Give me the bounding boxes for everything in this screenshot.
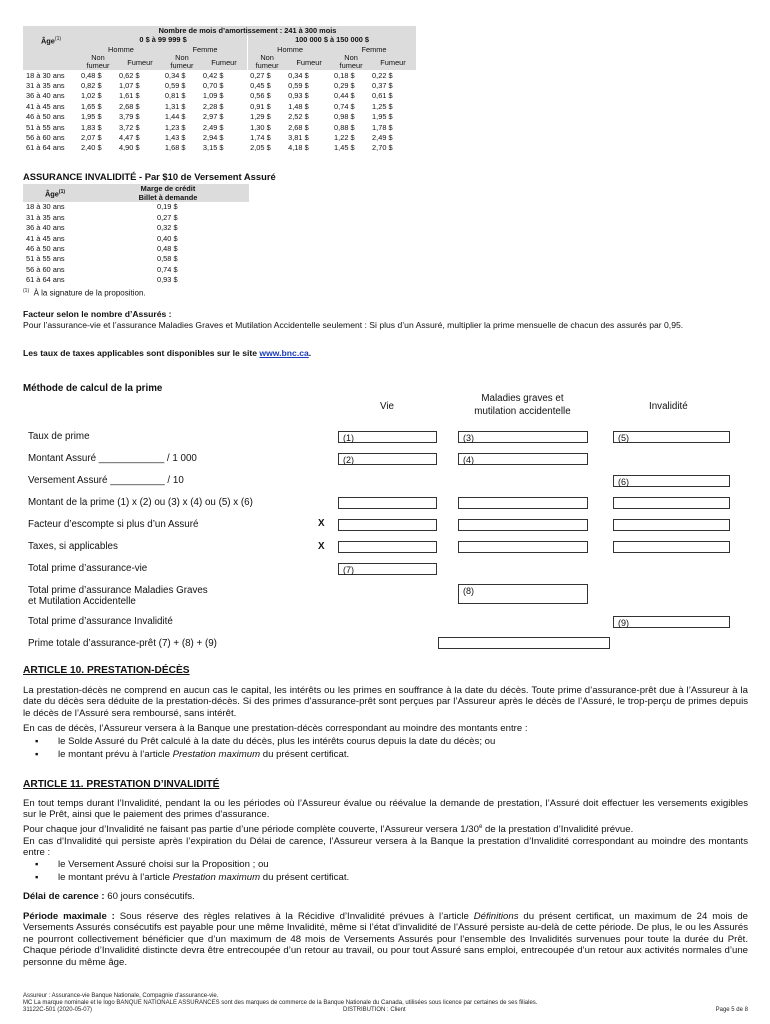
- total-vie-label: Total prime d’assurance-vie: [28, 563, 148, 574]
- rate-cell: 2,49 $: [372, 133, 393, 143]
- footer-line1: Assureur : Assurance-vie Banque Nationale, Compagnie d’assurance-vie.: [23, 993, 219, 999]
- table-row: [23, 91, 416, 101]
- page-number: Page 5 de 8: [715, 1007, 748, 1013]
- rate-cell: 0,37 $: [372, 81, 393, 91]
- box-prime-inv[interactable]: [613, 497, 730, 509]
- homme-header: Homme: [248, 45, 332, 54]
- rate-cell: 2,40 $: [81, 143, 102, 153]
- rate-cell: 4,90 $: [119, 143, 140, 153]
- rate-cell: 0,59 $: [164, 81, 186, 91]
- table-row: [23, 254, 249, 264]
- article11-p1: En tout temps durant l’Invalidité, pendant la ou les périodes où l’Assureur évalue ou réévalue la demande de prestation, l’Assuré doit effectuer les versements exigibles sur le Prêt, ainsi que le paiement des primes d’assurance.: [23, 798, 748, 821]
- age-cell: 56 à 60 ans: [26, 264, 65, 274]
- box-5-taux-inv[interactable]: (5): [613, 431, 730, 443]
- blank-header: [23, 54, 79, 70]
- footer-line2: MC La marque nominale et le logo BANQUE NATIONALE ASSURANCES sont des marques de commerce de la Banque Nationale du Canada, utilisées sous licence par certaines de ses filiales.: [23, 1000, 538, 1006]
- fumeur-header: Fumeur: [117, 54, 163, 70]
- age-cell: 46 à 50 ans: [26, 112, 65, 122]
- article10-list: [23, 736, 748, 761]
- age-cell: 31 à 35 ans: [26, 81, 65, 91]
- rate-cell: 1,74 $: [248, 133, 287, 143]
- col-vie-header: Vie: [380, 401, 394, 412]
- amortization-header: Nombre de mois d’amortissement : 241 à 300 mois: [79, 26, 416, 35]
- billet-header: Billet à demande: [87, 193, 249, 202]
- article10-p2: En cas de décès, l’Assureur versera à la Banque une prestation-décès correspondant au moindre des montants entre :: [23, 723, 528, 734]
- rate-cell: 2,97 $: [202, 112, 224, 122]
- rate-cell: 1,25 $: [372, 101, 393, 111]
- box-facteur-inv[interactable]: [613, 519, 730, 531]
- rate-cell: 1,29 $: [248, 112, 287, 122]
- box-taxes-vie[interactable]: [338, 541, 437, 553]
- rate-cell: 0,42 $: [202, 70, 224, 80]
- rate-cell: 2,94 $: [202, 133, 224, 143]
- rate-cell: 0,29 $: [334, 81, 355, 91]
- article10-p1: La prestation-décès ne comprend en aucun cas le capital, les intérêts ou les primes en souffrance à la date du décès. Toute prime d’assurance-prêt due à l’Assureur à la date du décès sera déduite de la prestation-décès. Si des primes d’assurance-prêt sont perçues par l’Assureur après le décès de l’Assuré, le trop-perçu de primes depuis le décès de l’Assuré sera remboursé, sans intérêt.: [23, 685, 748, 719]
- rate-cell: 4,18 $: [288, 143, 309, 153]
- rate-cell: 3,72 $: [119, 122, 140, 132]
- rate-cell: 1,83 $: [81, 122, 102, 132]
- box-prime-vie[interactable]: [338, 497, 437, 509]
- box-taxes-mg[interactable]: [458, 541, 588, 553]
- table-row: [23, 244, 249, 254]
- periode-maximale: Période maximale : Sous réserve des règles relatives à la Récidive d’Invalidité prévues à l’article Définitions du présent certificat, un maximum de 24 mois de Versements Assurés consécutifs est payable pour une même Invalidité, même si l’état d’invalidité de l’Assuré persiste au-delà de cette période. De plus, le ou les Assurés ne pourront collectivement bénéficier que d’un maximum de 48 mois de Versements Assurés pour l’ensemble des Invalidités survenues pour toute la durée du Prêt. Chaque période d’Invalidité distincte devra être entrecoupée d’un retour au travail, ou pour tout Assuré sans emploi, entrecoupée d’un retour aux activités normales d’une personne du même âge.: [23, 911, 749, 968]
- article10-title: ARTICLE 10. PRESTATION-DÉCÈS: [23, 665, 190, 676]
- rate-cell: 1,48 $: [288, 101, 309, 111]
- rate-cell: 0,32 $: [157, 223, 178, 233]
- non-fumeur-header: Non fumeur: [163, 54, 201, 70]
- box-prime-mg[interactable]: [458, 497, 588, 509]
- list-item: ▪ le montant prévu à l’article Prestation maximum du présent certificat.: [23, 872, 748, 885]
- rate-cell: 2,49 $: [202, 122, 224, 132]
- rate-cell: 0,81 $: [164, 91, 186, 101]
- rate-cell: 0,40 $: [157, 233, 178, 243]
- rate-cell: 1,45 $: [334, 143, 355, 153]
- rate-cell: 2,07 $: [81, 133, 102, 143]
- table-row: [23, 101, 416, 111]
- age-cell: 56 à 60 ans: [26, 133, 65, 143]
- fumeur-header: Fumeur: [370, 54, 416, 70]
- rate-cell: 0,59 $: [288, 81, 309, 91]
- rate-cell: 0,70 $: [202, 81, 224, 91]
- box-facteur-vie[interactable]: [338, 519, 437, 531]
- age-cell: 61 à 64 ans: [26, 143, 65, 153]
- rate-cell: 3,79 $: [119, 112, 140, 122]
- rate-cell: 0,27 $: [248, 70, 287, 80]
- rate-cell: 1,09 $: [202, 91, 224, 101]
- article11-list: [23, 859, 748, 884]
- bracket2-header: 100 000 $ à 150 000 $: [248, 35, 416, 44]
- list-item: ▪ le montant prévu à l’article Prestation maximum du présent certificat.: [23, 749, 748, 762]
- fumeur-header: Fumeur: [201, 54, 248, 70]
- rate-cell: 2,68 $: [288, 122, 309, 132]
- rate-cell: 1,43 $: [164, 133, 186, 143]
- life-rate-table: [23, 26, 416, 153]
- versement-label: Versement Assuré __________ / 10: [28, 475, 184, 486]
- rate-cell: 1,07 $: [119, 81, 140, 91]
- rate-cell: 3,15 $: [202, 143, 224, 153]
- rate-cell: 0,44 $: [334, 91, 355, 101]
- disability-title: ASSURANCE INVALIDITÉ - Par $10 de Versement Assuré: [23, 171, 276, 182]
- age-cell: 18 à 30 ans: [26, 70, 65, 80]
- montant-label: Montant Assuré ____________ / 1 000: [28, 453, 197, 464]
- rate-cell: 0,93 $: [288, 91, 309, 101]
- rate-cell: 1,31 $: [164, 101, 186, 111]
- rate-cell: 0,88 $: [334, 122, 355, 132]
- age-cell: 61 à 64 ans: [26, 275, 65, 285]
- femme-header: Femme: [332, 45, 416, 54]
- facteur-label: Facteur d’escompte si plus d’un Assuré: [28, 519, 199, 530]
- table-row: [23, 81, 416, 91]
- list-item: ▪ le Solde Assuré du Prêt calculé à la date du décès, plus les intérêts courus depuis la date du décès; ou: [23, 736, 748, 749]
- footnote: $^{(1)}$ À la signature de la proposition.: [23, 288, 146, 298]
- rate-cell: 0,22 $: [372, 70, 393, 80]
- box-7-total-vie[interactable]: (7): [338, 563, 437, 575]
- rate-cell: 0,61 $: [372, 91, 393, 101]
- rate-cell: 0,82 $: [81, 81, 102, 91]
- box-6-versement-inv[interactable]: (6): [613, 475, 730, 487]
- table-row: [23, 122, 416, 132]
- box-facteur-mg[interactable]: [458, 519, 588, 531]
- table-row: [23, 275, 249, 285]
- col-mg-header: Maladies graves et mutilation accidentelle: [474, 393, 571, 417]
- disability-rate-table: [23, 184, 249, 285]
- rate-cell: 1,30 $: [248, 122, 287, 132]
- marge-header: Marge de crédit: [87, 184, 249, 193]
- box-2-montant-vie[interactable]: (2): [338, 453, 437, 465]
- rate-cell: 0,48 $: [157, 244, 178, 254]
- form-code: 31122C-501 (2020-05-07): [23, 1007, 92, 1013]
- table-row: [23, 212, 249, 222]
- list-item: ▪ le Versement Assuré choisi sur la Proposition ; ou: [23, 859, 748, 872]
- age-cell: 36 à 40 ans: [26, 91, 65, 101]
- rate-cell: 0,56 $: [248, 91, 287, 101]
- rate-cell: 0,74 $: [334, 101, 355, 111]
- taxes-label: Taxes, si applicables: [28, 541, 118, 552]
- rate-cell: 0,93 $: [157, 275, 178, 285]
- box-4-montant-mg[interactable]: (4): [458, 453, 588, 465]
- total-mg-label: Total prime d’assurance Maladies Graves et Mutilation Accidentelle: [28, 585, 208, 607]
- taxes-note: Les taux de taxes applicables sont disponibles sur le site www.bnc.ca.: [23, 348, 312, 358]
- rate-cell: 1,44 $: [164, 112, 186, 122]
- montant-prime-label: Montant de la prime (1) x (2) ou (3) x (4) ou (5) x (6): [28, 497, 253, 508]
- taux-label: Taux de prime: [28, 431, 90, 442]
- article11-title: ARTICLE 11. PRESTATION D’INVALIDITÉ: [23, 779, 220, 790]
- rate-cell: 0,62 $: [119, 70, 140, 80]
- fumeur-header: Fumeur: [286, 54, 332, 70]
- box-1-taux-vie[interactable]: (1): [338, 431, 437, 443]
- rate-cell: 1,68 $: [164, 143, 186, 153]
- total-inv-label: Total prime d’assurance Invalidité: [28, 616, 173, 627]
- distribution-label: DISTRIBUTION : Client: [343, 1007, 406, 1013]
- age-cell: 46 à 50 ans: [26, 244, 65, 254]
- age-cell: 31 à 35 ans: [26, 212, 65, 222]
- rate-cell: 3,81 $: [288, 133, 309, 143]
- rate-cell: 0,74 $: [157, 264, 178, 274]
- age-cell: 36 à 40 ans: [26, 223, 65, 233]
- rate-cell: 1,23 $: [164, 122, 186, 132]
- rate-cell: 0,58 $: [157, 254, 178, 264]
- rate-cell: 0,45 $: [248, 81, 287, 91]
- rate-cell: 0,27 $: [157, 212, 178, 222]
- table-row: [23, 133, 416, 143]
- footer: [23, 993, 748, 1015]
- box-3-taux-mg[interactable]: (3): [458, 431, 588, 443]
- rate-cell: 1,78 $: [372, 122, 393, 132]
- box-8-total-mg[interactable]: (8): [458, 584, 588, 604]
- rate-cell: 2,28 $: [202, 101, 224, 111]
- table-row: [23, 264, 249, 274]
- method-title: Méthode de calcul de la prime: [23, 383, 163, 394]
- rate-cell: 2,68 $: [119, 101, 140, 111]
- delai-carence: Délai de carence : 60 jours consécutifs.: [23, 891, 195, 902]
- age-cell: 18 à 30 ans: [26, 202, 65, 212]
- non-fumeur-header: Non fumeur: [332, 54, 370, 70]
- age-cell: 51 à 55 ans: [26, 254, 65, 264]
- rate-cell: 0,34 $: [164, 70, 186, 80]
- x-mark: X: [318, 541, 325, 552]
- homme-header: Homme: [79, 45, 163, 54]
- rate-cell: 0,18 $: [334, 70, 355, 80]
- rate-cell: 2,05 $: [248, 143, 287, 153]
- box-9-total-inv[interactable]: (9): [613, 616, 730, 628]
- age-header-cell: Âge$^{(1)}$: [23, 184, 87, 202]
- rate-cell: 0,91 $: [248, 101, 287, 111]
- rate-cell: 0,48 $: [81, 70, 102, 80]
- rate-cell: 0,98 $: [334, 112, 355, 122]
- rate-cell: 2,52 $: [288, 112, 309, 122]
- col-inv-header: Invalidité: [649, 401, 688, 412]
- bracket1-header: 0 $ à 99 999 $: [79, 35, 248, 44]
- rate-cell: 0,19 $: [157, 202, 178, 212]
- factor-title: Facteur selon le nombre d’Assurés :: [23, 309, 172, 319]
- rate-cell: 1,02 $: [81, 91, 102, 101]
- non-fumeur-header: Non fumeur: [248, 54, 287, 70]
- non-fumeur-header: Non fumeur: [79, 54, 117, 70]
- factor-text: Pour l’assurance-vie et l’assurance Maladies Graves et Mutilation Accidentelle seulement : Si plus d’un Assuré, multiplier la prime mensuelle de chacun des assurés par 0,95.: [23, 320, 684, 330]
- box-prime-totale[interactable]: [438, 637, 610, 649]
- table-row: [23, 112, 416, 122]
- rate-cell: 1,65 $: [81, 101, 102, 111]
- age-header-cell: Âge$^{(1)}$: [23, 26, 79, 54]
- table-row: [23, 223, 249, 233]
- table-row: [23, 143, 416, 153]
- age-cell: 41 à 45 ans: [26, 233, 65, 243]
- femme-header: Femme: [163, 45, 248, 54]
- bnc-link[interactable]: www.bnc.ca: [259, 348, 309, 358]
- table-row: [23, 233, 249, 243]
- age-cell: 41 à 45 ans: [26, 101, 65, 111]
- article11-p3: En cas d’Invalidité qui persiste après l’expiration du Délai de carence, l’Assureur versera à la Banque la prestation d’Invalidité correspondant au moindre des montants entre :: [23, 836, 748, 859]
- rate-cell: 0,34 $: [288, 70, 309, 80]
- rate-cell: 1,95 $: [81, 112, 102, 122]
- rate-cell: 2,70 $: [372, 143, 393, 153]
- age-cell: 51 à 55 ans: [26, 122, 65, 132]
- table-row: [23, 70, 416, 80]
- rate-cell: 1,61 $: [119, 91, 140, 101]
- rate-cell: 4,47 $: [119, 133, 140, 143]
- box-taxes-inv[interactable]: [613, 541, 730, 553]
- article11-p2: Pour chaque jour d’Invalidité ne faisant pas partie d’une période complète couverte, l’Assureur versera 1/30e de la prestation d’Invalidité prévue.: [23, 824, 634, 836]
- rate-cell: 1,95 $: [372, 112, 393, 122]
- prime-totale-label: Prime totale d’assurance-prêt (7) + (8) + (9): [28, 638, 217, 649]
- table-row: [23, 202, 249, 212]
- x-mark: X: [318, 518, 325, 529]
- rate-cell: 1,22 $: [334, 133, 355, 143]
